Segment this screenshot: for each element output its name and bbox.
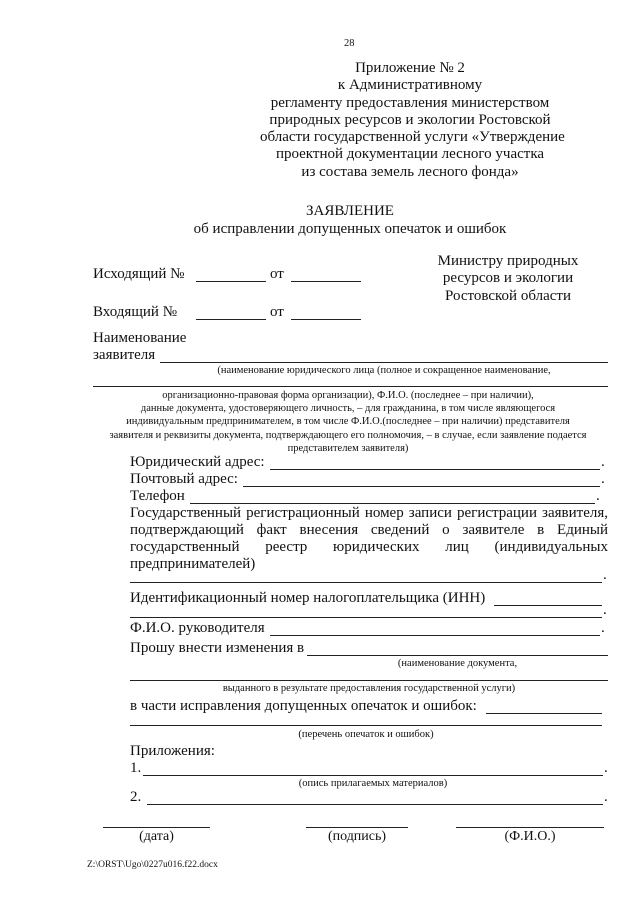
ogrn-line: предпринимателей) — [130, 556, 256, 572]
applicant-hint-line: заявителя и реквизиты документа, подтверждающего его полномочия, – в случае, если заявление подается — [109, 429, 587, 441]
applicant-hint-line: данные документа, удостоверяющего личность, – для гражданина, в том числе являющегося — [140, 403, 556, 415]
applicant-hint-line: индивидуальным предпринимателем, в том числе Ф.И.О.(последнее – при наличии) представителя — [126, 416, 570, 428]
phone-label: Телефон — [130, 488, 185, 504]
outgoing-from-label: от — [270, 266, 284, 282]
incoming-label: Входящий № — [93, 304, 178, 320]
applicant-hint-line: представителем заявителя) — [287, 442, 409, 454]
request-document-field[interactable] — [307, 655, 608, 656]
attachment-1-field[interactable] — [143, 775, 603, 776]
appendix-line: области государственной услуги «Утверждение — [260, 129, 565, 146]
incoming-number-field[interactable] — [196, 319, 266, 320]
request-document-hint-2: выданного в результате предоставления государственной услуги) — [222, 683, 516, 694]
appendix-line: Приложение № 2 — [355, 60, 465, 76]
fio-label: (Ф.И.О.) — [504, 829, 556, 844]
applicant-hint-block — [83, 389, 613, 455]
legal-address-dot: . — [601, 454, 605, 470]
document-subtitle: об исправлении допущенных опечаток и ошибок — [193, 221, 507, 237]
applicant-name-field[interactable] — [160, 362, 608, 363]
part-label: в части исправления допущенных опечаток и ошибок: — [130, 698, 477, 714]
director-dot: . — [601, 620, 605, 636]
ogrn-line: Государственный регистрационный номер записи регистрации заявителя, — [130, 505, 608, 521]
attachment-1-dot: . — [604, 760, 608, 776]
applicant-hint-line: организационно-правовая форма организации), Ф.И.О. (последнее – при наличии), — [162, 390, 534, 401]
incoming-from-label: от — [270, 304, 284, 320]
fio-field[interactable] — [456, 827, 604, 828]
inn-dot: . — [603, 602, 607, 618]
footer-file-path: Z:\ORST\Ugo\0227u016.f22.docx — [87, 860, 218, 870]
applicant-name-label-2: заявителя — [93, 347, 156, 363]
outgoing-date-field[interactable] — [291, 281, 361, 282]
applicant-name-hint: (наименование юридического лица (полное и сокращенное наименование, — [217, 365, 551, 376]
attachment-1-label: 1. — [130, 760, 142, 776]
director-field[interactable] — [270, 635, 600, 636]
inn-field-2[interactable] — [130, 617, 602, 618]
director-label: Ф.И.О. руководителя — [130, 620, 265, 636]
inn-field[interactable] — [494, 605, 602, 606]
ogrn-field[interactable] — [130, 582, 602, 583]
appendix-line: природных ресурсов и экологии Ростовской — [269, 111, 551, 128]
appendix-block — [260, 60, 565, 181]
outgoing-label: Исходящий № — [93, 266, 185, 282]
document-title: ЗАЯВЛЕНИЕ — [306, 203, 394, 219]
recipient-line: Ростовской области — [445, 287, 571, 304]
postal-address-dot: . — [601, 471, 605, 487]
attachment-2-field[interactable] — [147, 804, 603, 805]
signature-label: (подпись) — [327, 829, 387, 844]
ogrn-dot: . — [603, 567, 607, 583]
outgoing-number-field[interactable] — [196, 281, 266, 282]
signature-field[interactable] — [306, 827, 408, 828]
incoming-date-field[interactable] — [291, 319, 361, 320]
legal-address-field[interactable] — [270, 469, 600, 470]
part-field[interactable] — [486, 713, 602, 714]
appendix-line: к Административному — [337, 77, 483, 94]
ogrn-line: государственный реестр юридических лиц (индивидуальных — [130, 539, 608, 555]
errors-field[interactable] — [130, 725, 602, 726]
request-document-field-2[interactable] — [130, 680, 608, 681]
date-field[interactable] — [103, 827, 210, 828]
phone-field[interactable] — [190, 503, 595, 504]
ogrn-line: подтверждающий факт внесения сведений о заявителе в Единый — [130, 522, 608, 538]
attachments-title: Приложения: — [130, 743, 215, 759]
date-label: (дата) — [139, 829, 174, 844]
errors-hint: (перечень опечаток и ошибок) — [298, 729, 434, 740]
legal-address-label: Юридический адрес: — [130, 454, 265, 470]
recipient-line: ресурсов и экологии — [442, 270, 574, 287]
phone-dot: . — [596, 488, 600, 504]
applicant-name-label: Наименование — [93, 330, 187, 346]
postal-address-field[interactable] — [243, 486, 600, 487]
inn-label: Идентификационный номер налогоплательщика (ИНН) — [130, 590, 486, 606]
appendix-line: регламенту предоставления министерством — [270, 94, 550, 111]
request-label: Прошу внести изменения в — [130, 640, 305, 656]
request-document-hint: (наименование документа, — [397, 658, 518, 669]
applicant-name-field-2[interactable] — [93, 386, 608, 387]
recipient-line: Министру природных — [437, 253, 579, 269]
appendix-line: проектной документации лесного участка — [275, 146, 545, 163]
appendix-line: из состава земель лесного фонда» — [301, 163, 519, 180]
postal-address-label: Почтовый адрес: — [130, 471, 238, 487]
page-number: 28 — [344, 38, 355, 49]
attachment-2-dot: . — [604, 789, 608, 805]
recipient-block — [418, 253, 598, 305]
attachment-2-label: 2. — [130, 789, 142, 805]
attachments-hint: (опись прилагаемых материалов) — [298, 778, 448, 789]
